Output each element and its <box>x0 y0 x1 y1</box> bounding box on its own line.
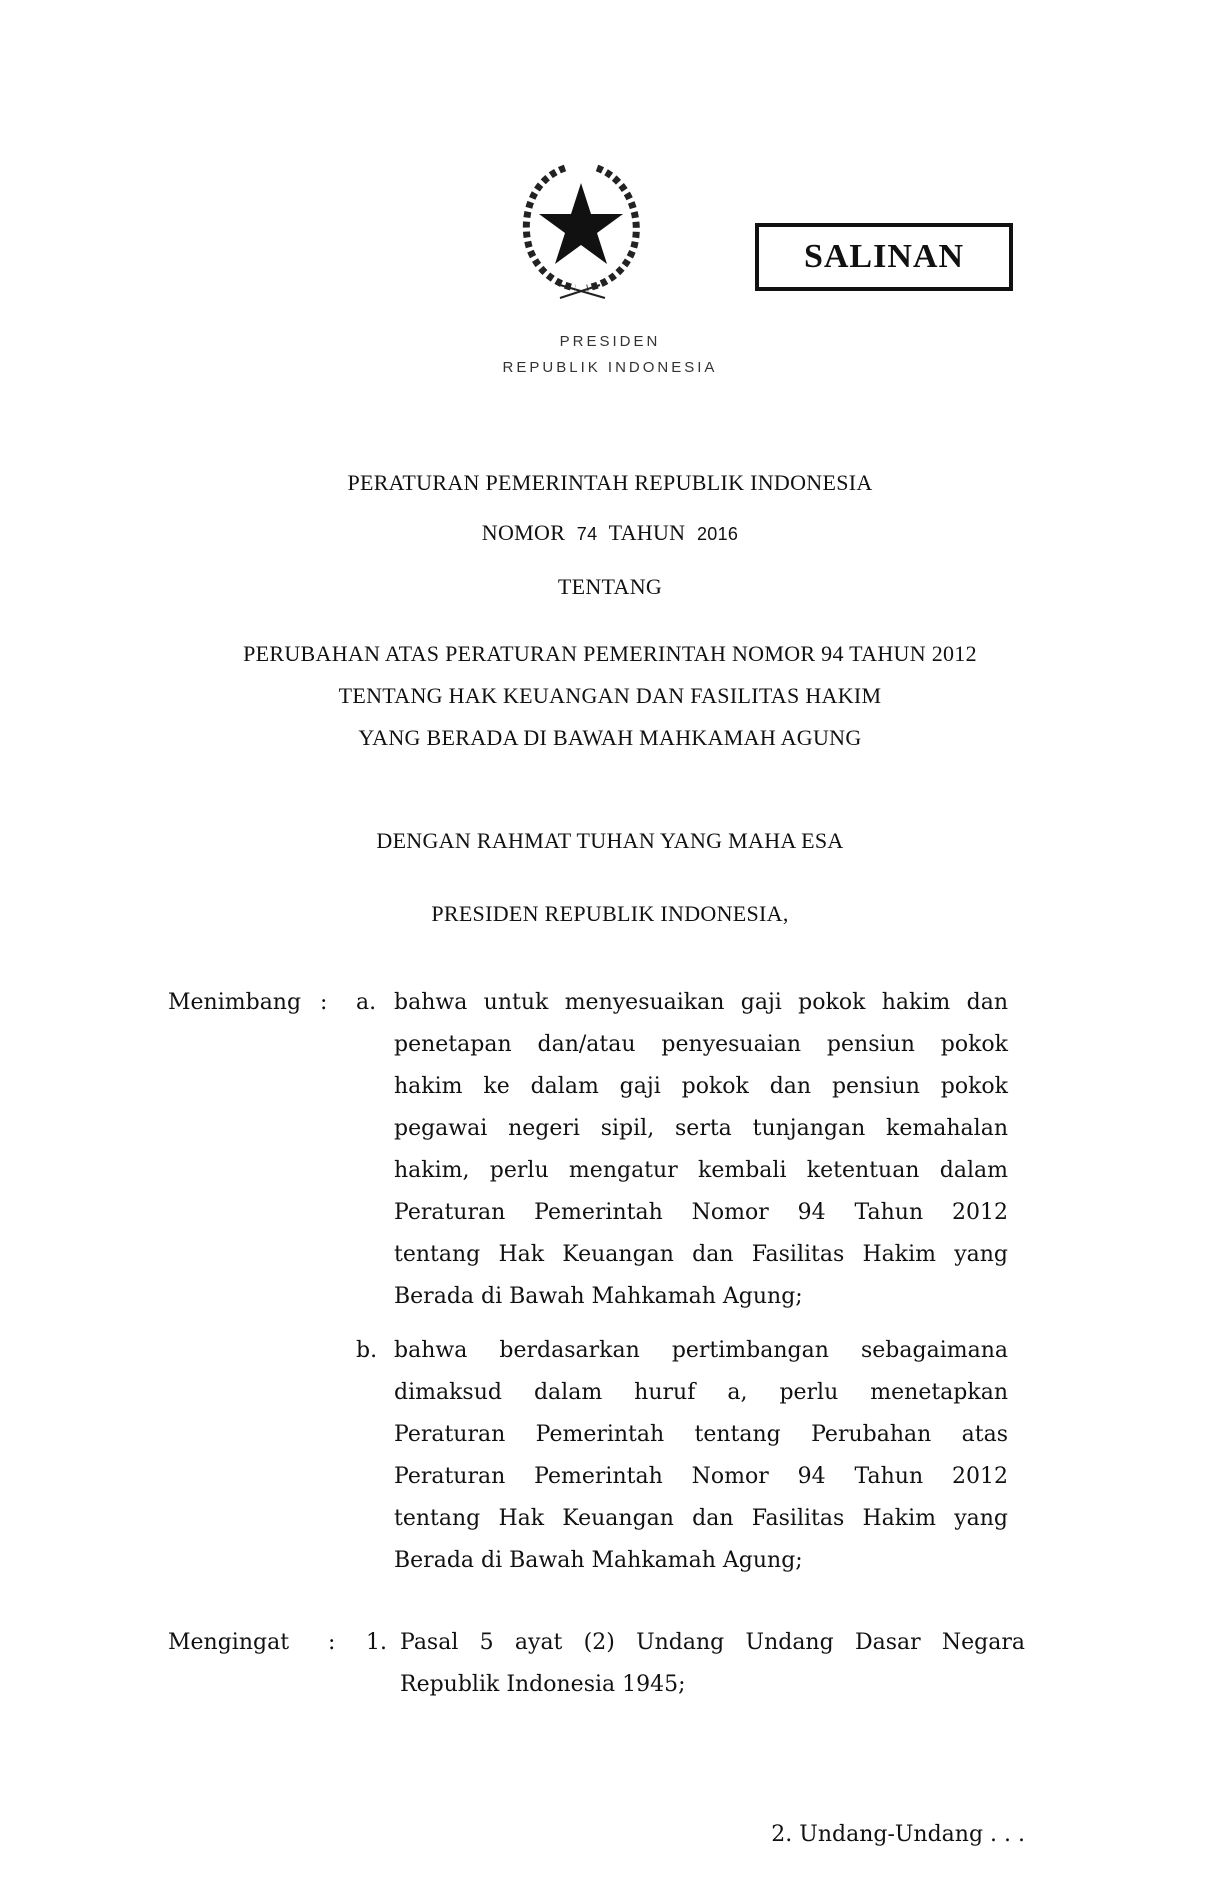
menimbang-label: Menimbang <box>168 990 302 1015</box>
regulation-title: PERATURAN PEMERINTAH REPUBLIK INDONESIA <box>347 470 873 495</box>
tahun-value: 2016 <box>696 524 739 544</box>
regulation-number <box>0 520 1220 546</box>
text-line: bahwa untuk menyesuaikan gaji pokok hakim dan <box>394 990 1008 1015</box>
text-line: bahwa berdasarkan pertimbangan sebagaimana <box>394 1338 1008 1363</box>
subject-line-2: TENTANG HAK KEUANGAN DAN FASILITAS HAKIM <box>338 683 882 708</box>
invocation: DENGAN RAHMAT TUHAN YANG MAHA ESA <box>376 828 844 853</box>
text-line: Republik Indonesia 1945; <box>400 1672 686 1697</box>
text-line: Berada di Bawah Mahkamah Agung; <box>394 1548 803 1573</box>
mengingat-colon: : <box>328 1630 336 1655</box>
garuda-emblem <box>505 150 655 300</box>
text-line: Peraturan Pemerintah Nomor 94 Tahun 2012 <box>394 1200 1008 1225</box>
text-line: dimaksud dalam huruf a, perlu menetapkan <box>394 1380 1008 1405</box>
subject-line-3: YANG BERADA DI BAWAH MAHKAMAH AGUNG <box>358 725 862 750</box>
text-line: Peraturan Pemerintah Nomor 94 Tahun 2012 <box>394 1464 1008 1489</box>
emblem-star-icon <box>505 150 655 300</box>
nomor-label: NOMOR <box>481 520 566 545</box>
text-line: Berada di Bawah Mahkamah Agung; <box>394 1284 803 1309</box>
mengingat-label: Mengingat <box>168 1630 290 1655</box>
text-line: tentang Hak Keuangan dan Fasilitas Hakim yang <box>394 1506 1008 1531</box>
text-line: hakim ke dalam gaji pokok dan pensiun pokok <box>394 1074 1008 1099</box>
salinan-stamp: SALINAN <box>755 223 1013 291</box>
item-marker-a: a. <box>356 990 377 1015</box>
item-marker-b: b. <box>356 1338 378 1363</box>
office-line-1: PRESIDEN <box>559 333 661 350</box>
tentang-heading: TENTANG <box>557 574 663 599</box>
tahun-label: TAHUN <box>608 520 686 545</box>
office-line-2: REPUBLIK INDONESIA <box>502 359 718 376</box>
nomor-value: 74 <box>576 524 598 544</box>
text-line: penetapan dan/atau penyesuaian pensiun pokok <box>394 1032 1008 1057</box>
item-marker-1: 1. <box>366 1630 387 1655</box>
text-line: pegawai negeri sipil, serta tunjangan kemahalan <box>394 1116 1008 1141</box>
subject-line-1: PERUBAHAN ATAS PERATURAN PEMERINTAH NOMOR 94 TAHUN 2012 <box>243 641 977 666</box>
text-line: Pasal 5 ayat (2) Undang Undang Dasar Negara <box>400 1630 1025 1655</box>
text-line: tentang Hak Keuangan dan Fasilitas Hakim yang <box>394 1242 1008 1267</box>
page-continuation: 2. Undang-Undang . . . <box>771 1822 1025 1847</box>
menimbang-colon: : <box>320 990 328 1015</box>
text-line: hakim, perlu mengatur kembali ketentuan dalam <box>394 1158 1008 1183</box>
text-line: Peraturan Pemerintah tentang Perubahan atas <box>394 1422 1008 1447</box>
president-heading: PRESIDEN REPUBLIK INDONESIA, <box>431 901 789 926</box>
